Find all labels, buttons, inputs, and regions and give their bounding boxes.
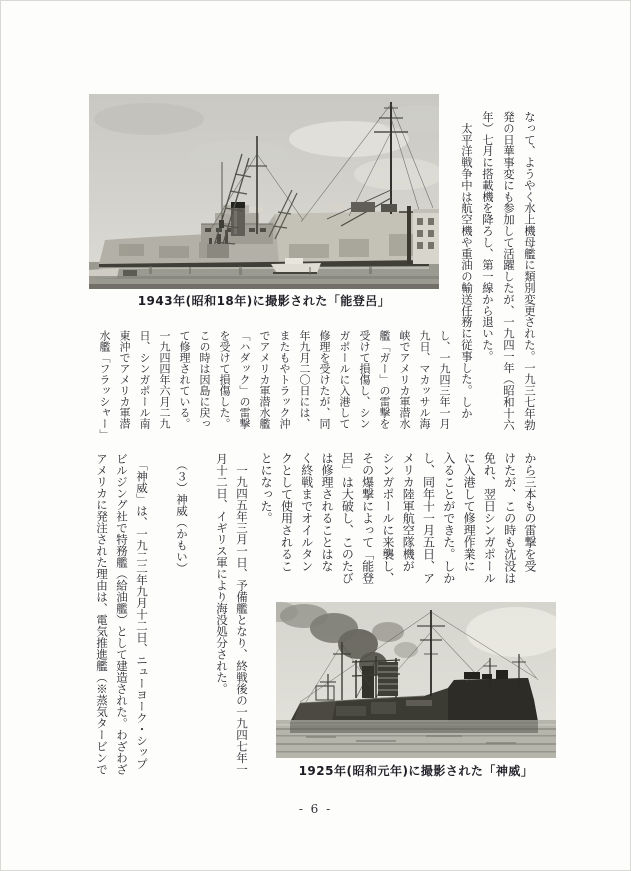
- text-column: て修理されている。: [178, 330, 191, 429]
- text-column: この時は因島に戻っ: [198, 330, 211, 429]
- funnel: [362, 666, 374, 698]
- text-column: けたが、この時も沈没は: [502, 452, 517, 584]
- text-column: 修理を受けたが、同: [318, 330, 331, 429]
- text-column: 「神威」は、一九二二年九月十二日、ニューヨーク・シップ: [135, 453, 149, 770]
- page-number: - 6 -: [298, 802, 333, 816]
- text-column: 入ることができた。しか: [441, 452, 456, 584]
- text-column: でアメリカ軍潜水艦: [258, 330, 271, 429]
- text-block-right-top: [456, 111, 540, 437]
- text-column: 発の日華事変にも参加して活躍したが、一九四一年（昭和十六: [502, 111, 516, 431]
- text-column: 免れ、翌日シンガポール: [482, 452, 497, 584]
- text-column: シンガポールに来襲し、: [380, 452, 395, 584]
- text-column: 水艦「フラッシャー」: [98, 330, 111, 440]
- text-column: クとして使用されるこ: [279, 452, 294, 572]
- text-column: 呂」は大破し、このたび: [340, 452, 355, 584]
- reflection: [290, 722, 538, 733]
- text-column: 一九四四年六月二九: [158, 330, 171, 429]
- text-column: 艦「ガー」の雷撃を: [378, 330, 391, 429]
- text-column: 太平洋戦争中は航空機や重油の輸送任務に従事した。しか: [460, 111, 474, 419]
- text-column: に入港して修理作業に: [462, 452, 477, 572]
- text-column: 年）七月に搭載機を降ろし、第一線から退いた。: [481, 111, 495, 362]
- text-column: 東沖でアメリカ軍潜: [118, 330, 131, 429]
- text-block-bottom-left: [92, 453, 252, 779]
- text-column: 受けて損傷し、シン: [358, 330, 371, 429]
- text-column: ビルジング社で特務艦（給油艦）として建造された。わざわざ: [115, 453, 129, 775]
- photo-caption-notoro: 1943年(昭和18年)に撮影された「能登呂」: [137, 294, 391, 308]
- photo-kamoi-1925: [276, 602, 556, 758]
- text-column: 一九四五年三月一日、予備艦となり、終戦後の一九四七年一: [235, 453, 249, 775]
- text-block-above-photo2: [256, 452, 540, 589]
- dock-building: [413, 209, 439, 264]
- text-column: （３）神威（かもい）: [175, 453, 189, 574]
- photo-notoro-image: [89, 94, 439, 289]
- text-column: は修理されることはな: [320, 452, 335, 572]
- text-column: アメリカに発注された理由は、電気推進艦（※蒸気タービンで: [95, 453, 109, 775]
- text-column: し、同年十一月五日、ア: [421, 452, 436, 584]
- text-column: [152, 453, 172, 779]
- text-column: またもやトラック沖: [278, 330, 291, 429]
- photo-caption-kamoi: 1925年(昭和元年)に撮影された「神威」: [298, 764, 534, 778]
- text-column: とになった。: [259, 452, 274, 524]
- text-column: 「ハダック」の雷撃: [238, 330, 251, 429]
- text-block-below-photo1: [94, 330, 454, 440]
- text-column: なって、ようやく水上機母艦に類別変更された。一九三七年勃: [523, 111, 537, 431]
- text-column: 日、シンガポール南: [138, 330, 151, 429]
- text-column: 年九月二〇日には、: [298, 330, 311, 429]
- text-column: 九日、マカッサル海: [418, 330, 431, 429]
- photo-notoro-1943: [89, 94, 439, 289]
- text-column: を受けて損傷した。: [218, 330, 231, 429]
- photo-kamoi-image: [276, 602, 556, 758]
- text-column: メリカ陸軍航空隊機が: [401, 452, 416, 572]
- text-column: 月十二日、イギリス軍により海没処分された。: [215, 453, 229, 695]
- text-column: から三本もの雷撃を受: [523, 452, 537, 572]
- text-column: [192, 453, 212, 779]
- text-column: 峡でアメリカ軍潜水: [398, 330, 411, 429]
- text-column: し、一九四三年一月: [438, 330, 451, 429]
- text-column: その爆撃によって「能登: [360, 452, 375, 584]
- text-column: ガポールに入港して: [338, 330, 351, 429]
- text-column: く終戦までオイルタン: [299, 452, 314, 572]
